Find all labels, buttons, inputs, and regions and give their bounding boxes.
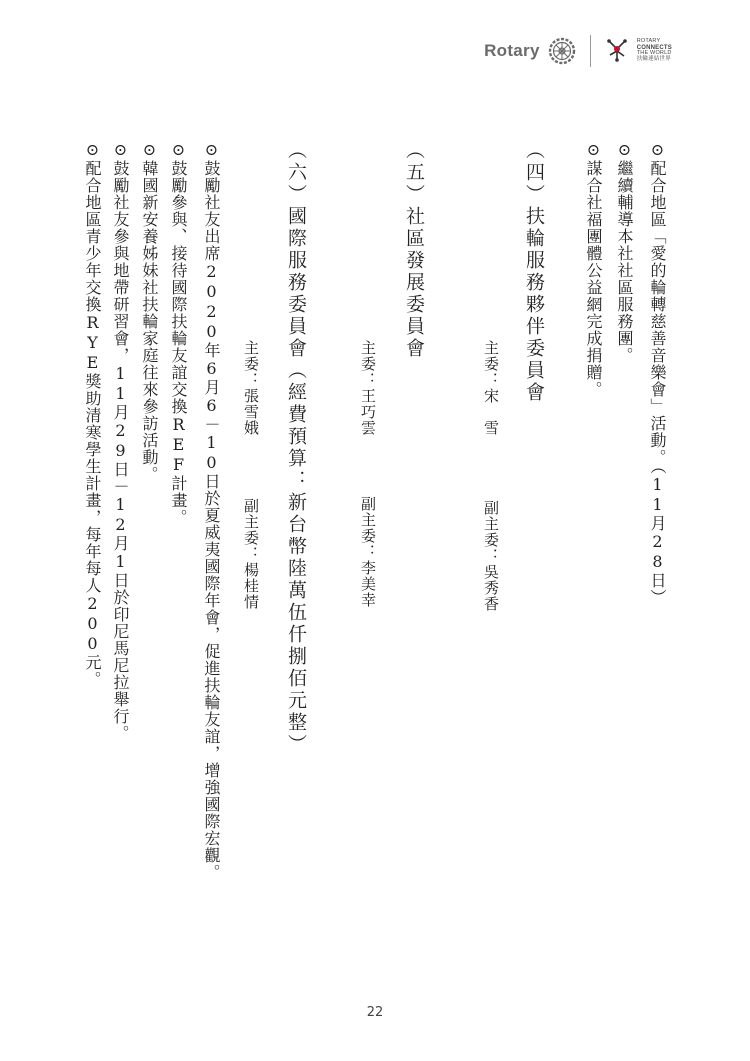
campaign-line: THE WORLD [636, 50, 672, 57]
header-logo [484, 34, 672, 68]
section-6-item: ⊙韓國新安養姊妹社扶輪家庭往來參訪活動。 [140, 140, 159, 483]
section-6-item: ⊙鼓勵參與、接待國際扶輪友誼交換REF計畫。 [169, 140, 188, 526]
section-4-title: （四）扶輪服務夥伴委員會 [523, 140, 545, 404]
section-5-vice-chair: 副主委：李美幸 [359, 496, 377, 608]
list-item: ⊙繼續輔導本社社區服務團。 [615, 140, 634, 364]
logo-divider [590, 35, 591, 67]
section-4-chair: 主委：宋 雪 [482, 340, 500, 436]
section-4-vice-chair: 副主委：吳秀香 [482, 500, 500, 612]
section-6-vice-chair: 副主委：楊桂情 [242, 498, 260, 610]
rotary-wordmark: Rotary [484, 41, 540, 60]
rotary-connects-icon [605, 37, 629, 65]
section-6-title: （六）國際服務委員會（經費預算：新台幣陸萬伍仟捌佰元整） [285, 140, 307, 756]
section-5-title: （五）社區發展委員會 [403, 140, 425, 360]
section-6-item: ⊙鼓勵社友參與地帶研習會，11月29日－12月1日於印尼馬尼拉舉行。 [111, 140, 130, 742]
list-item: ⊙謀合社福團體公益網完成捐贈。 [584, 140, 603, 398]
campaign-line: CONNECTS [636, 44, 672, 51]
page-number: 22 [366, 1005, 384, 1020]
campaign-text [637, 39, 672, 63]
section-6-chair: 主委：張雪娥 [242, 340, 260, 436]
rotary-wheel-icon [548, 37, 576, 65]
section-6-item: ⊙配合地區青少年交換RYE獎助清寒學生計畫，每年每人200元。 [83, 140, 102, 688]
campaign-line: 扶輪連結世界 [636, 56, 671, 63]
section-6-item: ⊙鼓勵社友出席2020年6月6－10日於夏威夷國際年會，促進扶輪友誼，增強國際宏觀。 [202, 140, 221, 881]
campaign-line: ROTARY [636, 38, 661, 45]
section-5-chair: 主委：王巧雲 [359, 340, 377, 436]
list-item: ⊙配合地區「愛的輪轉慈善音樂會」活動。（11月28日） [648, 140, 667, 606]
